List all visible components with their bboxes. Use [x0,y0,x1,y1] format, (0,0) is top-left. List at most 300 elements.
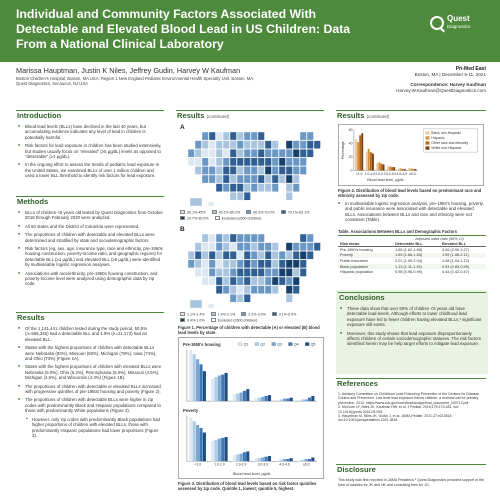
legend-swatch [255,342,259,345]
state-region [237,158,244,166]
bar [298,400,301,401]
state-region [293,158,300,166]
bar [221,375,224,401]
state-region [265,158,272,166]
figure1-panel-b-label: B [180,226,185,233]
state-region [251,132,258,140]
bar [236,454,239,461]
state-region [223,234,230,242]
table-row: Poverty 1.69 (1.66-1.83) 1.99 (1.88-2.11) [338,253,486,259]
bar [398,168,400,170]
reference-item: 2. McClure LF, Niles JK, Kaufman HW, et al. J Pediatr. 2016;175:173-181. doi: 10.1016/j.jpeds.2016.05.005 [338,405,460,414]
state-region [230,192,237,200]
state-region [223,277,230,285]
state-region [244,234,251,242]
state-region [307,132,314,140]
state-region [272,158,279,166]
state-region [209,243,216,251]
state-region [244,251,251,259]
bar [214,440,217,461]
state-region [286,243,293,251]
bar [366,152,368,171]
map-a-legend: 30.1%-45% 45.1%-60.2% 60.3%-70.0% 70.1%-83.1% [180,210,309,215]
state-region-alaska [190,300,202,308]
bar [376,163,378,170]
state-region [202,260,209,268]
state-region [293,149,300,157]
bar [298,460,301,461]
table-row: Pre-1950's housing 1.65 (1.62-1.68) 3.06 (2.90-3.27) [340,247,469,252]
state-region [258,277,265,285]
bar [359,135,361,170]
bar [355,139,357,170]
bar [311,396,314,401]
state-region [209,132,216,140]
correspondence-label: Correspondence: Harvey Kaufman [410,82,486,87]
bar [305,399,308,401]
state-region [244,286,251,294]
state-region [195,149,202,157]
state-region [216,166,223,174]
bar [218,375,221,401]
bar [199,428,202,461]
state-region [244,175,251,183]
state-region [209,251,216,259]
state-region [195,260,202,268]
state-region [230,277,237,285]
state-region [265,141,272,149]
state-region [237,192,244,200]
x-tick-label: <1.0 [355,171,363,176]
x-tick-label: 4.0-4.9 [396,171,407,176]
state-region [272,149,279,157]
table-title: Table. Associations Between BLLs and Demographic Factors [338,229,457,234]
state-region [258,158,265,166]
state-region [307,234,314,242]
state-region-hawaii [208,304,214,308]
references-list [338,392,486,423]
state-region [286,251,293,259]
figure3-chart [178,337,324,479]
state-region [279,277,286,285]
state-region [279,149,286,157]
meeting-info: Pri-Med East Boston, MA | December 9-11, 2021 Correspondence: Harvey Kaufman Harvey.W.Kaufman@QuestDiagnostics.com [396,66,486,93]
state-region [237,234,244,242]
bullet: ■ States with the highest proportions of children with elevated BLLs were Nebraska (6.0%), Ohio (5.2%), Pennsylvania (5.0%), Missouri (4.5%), Michigan (4.5%), and Wisconsin (4.3%) (Figure 1B). [18,364,163,380]
bar [301,460,304,462]
bar [276,400,279,401]
state-region [195,251,202,259]
results-continued-heading-2: Results (continued) [336,110,486,122]
x-tick-label: 4.0-4.9 [279,462,290,467]
state-region [223,166,230,174]
bar [368,149,370,171]
state-region [244,158,251,166]
x-tick-label: ≥5.0 [409,171,416,176]
legend-label: White non-Hispanic [431,146,462,151]
state-region [202,234,209,242]
state-region [244,268,251,276]
state-region [251,268,258,276]
table-row: Public insurance 2.01 (1.99-2.04) 1.08 (1.04-1.12) [340,258,469,263]
reference-item: 1. Advisory Committee on Childhood Lead Poisoning Prevention of the Centers for Disease Control and Prevention. Low level lead exposure harms children: a renewal call for primary prevention. 2012. https://www.cdc.gov/nceh/lead/acclpp/final_document_030712.pdf [338,392,480,405]
col-header: Elevated BLL [440,241,486,247]
state-region [237,132,244,140]
legend-label: Q1 [243,342,249,347]
bar [214,377,217,401]
state-region [237,286,244,294]
associations-table [338,235,486,275]
references-heading: References [336,378,486,390]
x-tick-label: 3.0-3.9 [386,171,397,176]
state-region [230,260,237,268]
state-region [272,175,279,183]
adjusted-odds-label: Adjusted odds ratio (95% CI) [393,236,486,242]
bar [225,373,228,401]
panel-title: Pre-1950's housing [182,341,221,347]
us-map-detectable [186,130,322,208]
state-region [251,260,258,268]
bar [221,438,224,461]
x-tick-label: <1.0 [194,462,202,467]
state-region [293,260,300,268]
state-region [272,286,279,294]
state-region [293,175,300,183]
bar [311,457,314,461]
poster-title: Individual and Community Factors Associated With Detectable and Elevated Blood Lead in US Children: Data From a National Clinical Laboratory [16,7,351,51]
bullet: ■ Risk factors (eg, sex, age, insurance type, race and ethnicity, pre-1950s housing construction, poverty-income ratio, and geographic regions) for detectable BLL (≥1 µg/dL) and elevated BLL (≥5 µg/dL) were identified by multivariable logistic regression analyses. [18,246,163,268]
legend-label: Q3 [277,342,282,347]
state-region [230,184,237,192]
state-region [209,268,216,276]
bar [290,458,293,461]
legend-swatch [305,342,309,345]
state-region [188,260,195,268]
state-region [293,286,300,294]
state-region [300,260,307,268]
state-region [188,251,195,259]
bullet: ■ BLLs of children <6 years old tested by Quest Diagnostics from October 2018 through February 2020 were analyzed. [18,210,163,221]
bar [196,359,199,401]
col-header: Detectable BLL [393,241,440,247]
state-region [209,260,216,268]
bar [258,398,261,401]
bar [415,169,417,170]
x-tick-label: 1.0-1.9 [364,171,375,176]
col-header: Risk factor [338,241,393,247]
state-region [209,234,216,242]
reference-item: 3. Hauptman M, Niles JK, Gudin J, et al. JAMA Pediatr. 2021;27:e213518. doi:10.1001/jamapediatrics.2021.3518 [338,414,453,423]
bullet: ■ The proportions of children with detectable BLLs were higher in zip codes with predominantly Black and Hispanic populations compared to those with predominantly White populations (Figure 3). [18,397,163,413]
state-region [202,268,209,276]
figure3-caption: Figure 3. Distribution of blood lead levels based on risk factor quintiles assessed by zip code. Quintile 1, lowest; quintile 5, highest. [178,481,317,491]
bar [211,441,214,461]
bar [276,460,279,461]
state-region-alaska [190,198,202,206]
state-region [209,175,216,183]
state-region [272,243,279,251]
bar [246,451,249,461]
quest-logo-icon [430,16,444,30]
state-region [216,234,223,242]
state-region-hawaii [208,202,214,206]
state-region [251,158,258,166]
state-region [293,243,300,251]
bar [283,399,286,402]
state-region [202,175,209,183]
state-region [216,158,223,166]
figure2-chart [338,124,484,186]
state-region [251,175,258,183]
bar [203,433,206,462]
state-region [258,166,265,174]
state-region [258,268,265,276]
bullet: ■ Blood lead levels (BLLs) have declined in the last 40 years, but accumulating evidence indicates any level of lead in children is potentially harmful. [18,124,163,140]
meeting-date: December 9-11, 2021 [441,72,486,77]
legend-label: Other race and ethnicity [431,141,469,146]
state-region [258,184,265,192]
legend-label: Hispanic [431,136,445,141]
state-region [307,149,314,157]
bullet: ■ In multivariable logistic regression analysis, pre-1950's housing, poverty, and public insurance were associated with detectable and elevated BLLs. Associations between BLLs and race and ethnicity were not consistent (Table). [338,201,486,223]
bar [193,354,196,401]
bar [391,167,393,170]
panel-title: Poverty [182,407,199,413]
state-region [237,184,244,192]
bar [301,399,304,401]
x-tick-label: 1.0-1.9 [214,462,225,467]
conclusions-text [340,306,485,350]
figure1-caption: Figure 1. Percentage of children with detectable (A) or elevated (B) blood lead levels by state. [178,325,320,335]
state-region [195,268,202,276]
state-region [223,175,230,183]
state-region [202,149,209,157]
state-region [265,286,272,294]
state-region [258,251,265,259]
bar [402,169,404,170]
state-region [223,260,230,268]
bar [283,459,286,461]
bar [408,168,410,171]
state-region [237,166,244,174]
bar [268,395,271,401]
state-region [300,149,307,157]
state-region [209,277,216,285]
state-region [286,141,293,149]
state-region [265,175,272,183]
map-b-legend-extra: 0.4%-1.0% Excluded (≥500 children) [180,318,257,323]
state-region [202,141,209,149]
affiliation-line: Quest Diagnostics, Secaucus, NJ USA [16,81,88,87]
state-region [244,192,251,200]
bullet: ■ Associations with race/ethnicity, pre-1950s housing construction, and poverty-income level were analyzed using demographic data by zip code. [18,271,163,287]
state-region [202,251,209,259]
state-region [223,251,230,259]
bar [246,389,249,401]
state-region [272,141,279,149]
bar [305,459,308,461]
state-region [230,286,237,294]
disclosure-heading: Disclosure [336,464,486,476]
state-region [237,260,244,268]
y-tick-label: 0 [350,168,353,173]
state-region [314,141,321,149]
bar [387,166,389,170]
state-region [265,260,272,268]
bar [361,133,363,170]
state-region [230,175,237,183]
state-region [272,184,279,192]
state-region [244,149,251,157]
state-region [272,268,279,276]
state-region [279,175,286,183]
state-region [300,251,307,259]
state-region [300,268,307,276]
disclosure-text: This study was first reported in JAMA Pediatrics.³ Quest Diagnostics provided support in the form of salaries for JK and HK and consulting fees for JG. [338,478,484,487]
x-tick-label: 2.0-2.9 [235,462,247,467]
meeting-name: Pri-Med East [455,66,486,72]
state-region [293,268,300,276]
bar [381,164,383,171]
state-region [223,141,230,149]
bar [233,455,236,461]
bar [279,399,282,401]
state-region [202,277,209,285]
state-region [286,192,293,200]
bar [254,399,257,402]
legend-swatch [426,146,430,149]
state-region [265,184,272,192]
bar [372,154,374,171]
bar [233,394,236,401]
x-tick-label: 2.0-2.9 [375,171,386,176]
state-region [202,158,209,166]
state-region [279,166,286,174]
bar [393,167,395,170]
logo-name: Quest [447,14,470,23]
legend-swatch [272,342,276,345]
state-region [286,184,293,192]
state-region [209,149,216,157]
state-region [216,243,223,251]
table-row: Hispanic population 0.98 (0.96-0.99) 0.44 (0.42-0.47) [340,270,469,275]
state-region [216,286,223,294]
state-region [258,132,265,140]
y-tick-label: 20 [348,155,353,160]
bullet: ■ In the ongoing effort to assess the trends of pediatric lead exposure in the United States, we examined BLLs of over 1 million children and used a lower BLL threshold to identify risk factors for lead exposure. [18,162,163,178]
bar [211,379,214,401]
quest-logo [430,14,490,36]
state-region [286,260,293,268]
state-region [216,268,223,276]
bar [239,393,242,402]
state-region [307,141,314,149]
state-region [272,260,279,268]
state-region [300,234,307,242]
state-region [300,158,307,166]
correspondence-email: Harvey.W.Kaufman@QuestDiagnostics.com [396,88,486,93]
author-list: Marissa Hauptman, Justin K Niles, Jeffrey Gudin, Harvey W Kaufman [16,66,241,75]
map-b-legend: 1.1%-1.4% 1.4%-2.1% 2.2%-3.0% 3.1%-6.0% [180,312,296,317]
bar [268,456,271,461]
bar [265,396,268,401]
state-region [202,243,209,251]
state-region [223,286,230,294]
state-region [188,158,195,166]
state-region [230,141,237,149]
state-region [230,268,237,276]
state-region [286,158,293,166]
bullet: ■ Risk factors for lead exposure in children has been studied extensively, but studies usually focus on "elevated" (≥5 µg/dL) levels as opposed to "detectable" (≥1 µg/dL). [18,143,163,159]
state-region [237,243,244,251]
state-region [272,277,279,285]
state-region [258,149,265,157]
state-region [258,234,265,242]
bar [236,393,239,401]
state-region [237,141,244,149]
introduction-heading: Introduction [16,110,164,122]
state-region [251,149,258,157]
state-region [237,268,244,276]
affiliations [16,76,346,86]
state-region [251,251,258,259]
legend-swatch [426,131,430,134]
us-map-elevated [186,232,322,310]
state-region [230,149,237,157]
state-region [286,277,293,285]
bar [261,397,264,401]
state-region [286,149,293,157]
bar [258,458,261,461]
legend-swatch [426,141,430,144]
state-region [279,260,286,268]
state-region [237,149,244,157]
bullet: ■ All 50 states and the District of Columbia were represented. [18,224,163,229]
bar [389,166,391,170]
state-region [293,141,300,149]
results-text [18,326,163,441]
bullet: ■ Of the 1,141,441 children tested during the study period, 50.5% (n=565,346) had a detectable BLL and 1.9% (n=21,172) had an elevated BLL. [18,326,163,342]
state-region [272,166,279,174]
legend-label: Q5 [310,342,316,347]
state-region [195,166,202,174]
state-region [307,251,314,259]
bar [203,371,206,401]
methods-text [18,210,163,290]
state-region [216,132,223,140]
meeting-location: Boston, MA [414,72,439,77]
title-banner [0,0,500,62]
state-region [223,158,230,166]
bar [286,459,289,461]
state-region [230,158,237,166]
x-axis-label: Blood lead level, µg/dL [367,178,405,183]
bar [286,399,289,402]
state-region [314,243,321,251]
bar [239,454,242,462]
y-tick-label: 60 [348,128,353,132]
bullet: ■ The proportions of children with detectable or elevated BLLs increased with progressive quintiles of pre-1950s housing and poverty (Figure 2). [18,384,163,395]
legend-label: Q4 [293,342,299,347]
state-region [251,141,258,149]
state-region [216,141,223,149]
state-region [223,268,230,276]
state-region [293,251,300,259]
state-region [223,243,230,251]
state-region [293,166,300,174]
state-region [244,184,251,192]
state-region [237,277,244,285]
